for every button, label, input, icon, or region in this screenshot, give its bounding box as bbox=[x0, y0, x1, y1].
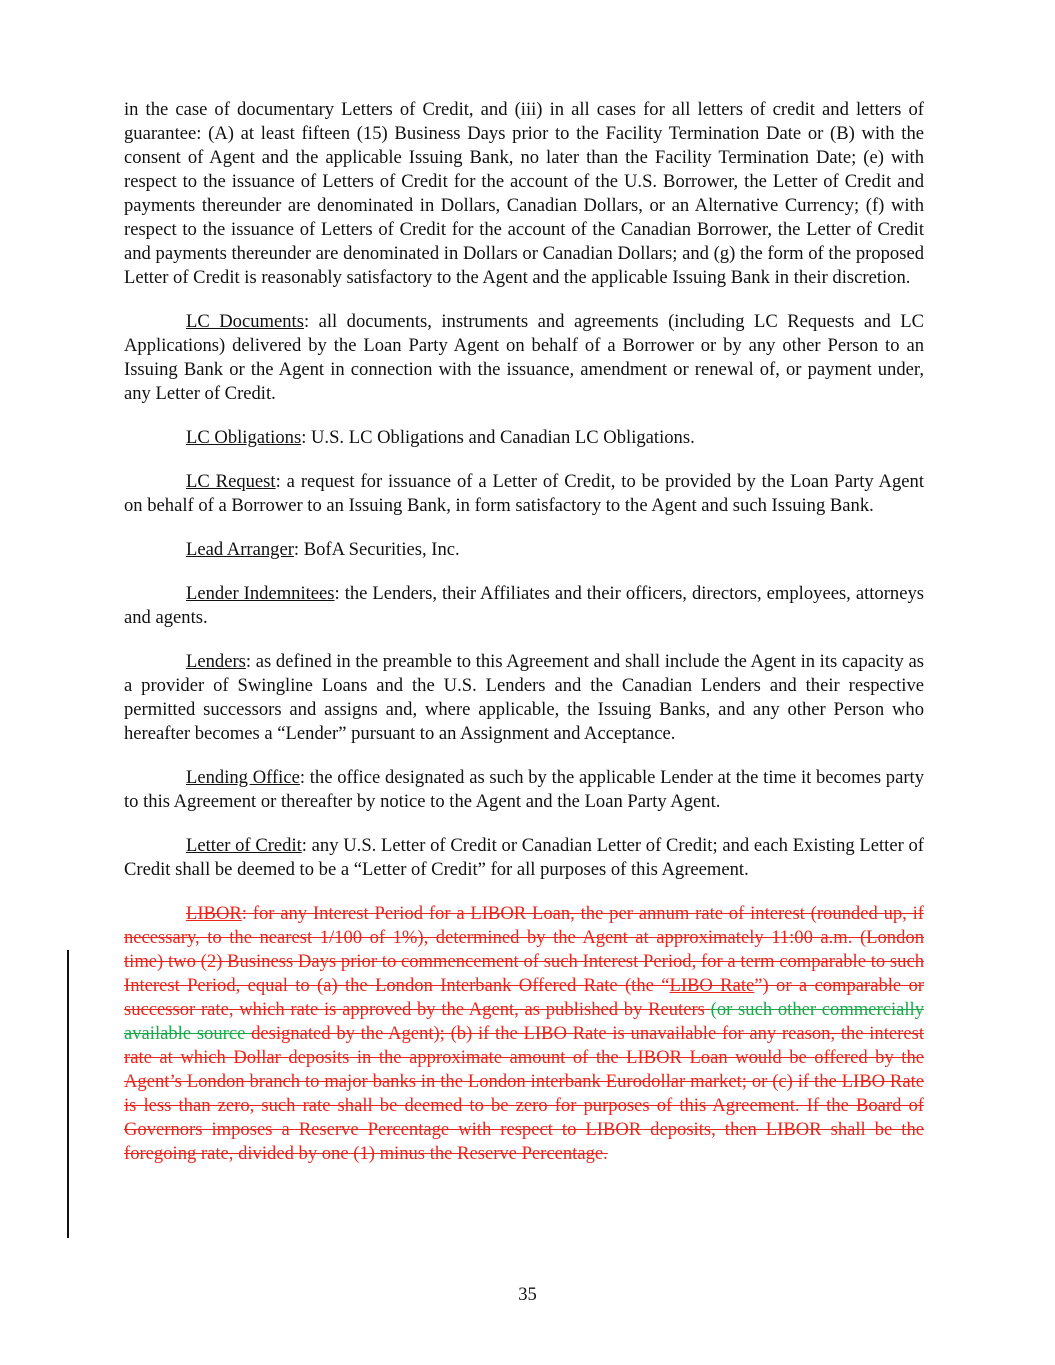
definition-lending-office bbox=[124, 766, 924, 814]
definition-lc-documents bbox=[124, 310, 924, 406]
definition-lenders bbox=[124, 650, 924, 746]
page-number: 35 bbox=[518, 1284, 537, 1305]
defined-term: Lender Indemnitees bbox=[186, 583, 335, 604]
defined-term: LC Request bbox=[186, 471, 276, 492]
definition-letter-of-credit bbox=[124, 834, 924, 882]
definition-text: : any U.S. Letter of Credit or Canadian Letter of Credit; and each Existing Letter of Credit shall be deemed to be a “Letter of Credit” for all purposes of this Agreement. bbox=[124, 835, 924, 880]
definition-text: : for any Interest Period for a LIBOR Loan, the per annum rate of interest (rounded up, if necessary, to the nearest 1/100 of 1%), determined by the Agent at approximately 11:00 a.m. (London time) two (2) Business Days prior to commencement of such Interest Period, for a term comparable to such Interest Period, equal to (a) the London Interbank Offered Rate (the “ bbox=[124, 903, 924, 996]
defined-term: Lead Arranger bbox=[186, 539, 294, 560]
definition-text: : U.S. LC Obligations and Canadian LC Obligations. bbox=[301, 427, 695, 448]
defined-term: LC Obligations bbox=[186, 427, 302, 448]
defined-subterm: LIBO Rate bbox=[669, 975, 755, 996]
definition-text: : all documents, instruments and agreements (including LC Requests and LC Applications) delivered by the Loan Party Agent on behalf of a Borrower or by any other Person to an Issuing Bank or the Agent in connection with the issuance, amendment or renewal of, or payment under, any Letter of Credit. bbox=[124, 311, 924, 404]
definition-text: : a request for issuance of a Letter of Credit, to be provided by the Loan Party Agent on behalf of a Borrower to an Issuing Bank, in form satisfactory to the Agent and such Issuing Bank. bbox=[124, 471, 924, 516]
definition-text: : the office designated as such by the applicable Lender at the time it becomes party to this Agreement or thereafter by notice to the Agent and the Loan Party Agent. bbox=[124, 767, 924, 812]
definition-lender-indemnitees bbox=[124, 582, 924, 630]
definition-text: ”) or a comparable or successor rate, which rate is approved by the Agent, as published by Reuters bbox=[124, 975, 924, 1020]
change-bar bbox=[67, 950, 69, 1238]
definition-text: designated by the Agent); (b) if the LIBO Rate is unavailable for any reason, the interest rate at which Dollar deposits in the approximate amount of the LIBOR Loan would be offered by the Agent’s London branch to major banks in the London interbank Eurodollar market; or (c) if the LIBO Rate is less than zero, such rate shall be deemed to be zero for purposes of this Agreement. If the Board of Governors imposes a Reserve Percentage with respect to LIBOR deposits, then LIBOR shall be the foregoing rate, divided by one (1) minus the Reserve Percentage. bbox=[124, 1023, 924, 1164]
inserted-text: (or such other commercially available source bbox=[124, 999, 925, 1044]
definition-lead-arranger bbox=[124, 538, 924, 562]
definition-text: : as defined in the preamble to this Agreement and shall include the Agent in its capacity as a provider of Swingline Loans and the U.S. Lenders and the Canadian Lenders and their respective permitted successors and assigns and, where applicable, the Issuing Banks, and any other Person who hereafter becomes a “Lender” pursuant to an Assignment and Acceptance. bbox=[124, 651, 924, 744]
intro-paragraph: in the case of documentary Letters of Credit, and (iii) in all cases for all letters of credit and letters of guarantee: (A) at least fifteen (15) Business Days prior to the Facility Termination Date or (B) with the consent of Agent and the applicable Issuing Bank, no later than the Facility Termination Date; (e) with respect to the issuance of Letters of Credit for the account of the U.S. Borrower, the Letter of Credit and payments thereunder are denominated in Dollars, Canadian Dollars, or an Alternative Currency; (f) with respect to the issuance of Letters of Credit for the account of the Canadian Borrower, the Letter of Credit and payments thereunder are denominated in Dollars or Canadian Dollars; and (g) the form of the proposed Letter of Credit is reasonably satisfactory to the Agent and the applicable Issuing Bank in their discretion. bbox=[124, 99, 924, 288]
definition-text: : the Lenders, their Affiliates and their officers, directors, employees, attorneys and agents. bbox=[124, 583, 924, 628]
document-body bbox=[124, 98, 924, 1186]
definition-libor-deleted bbox=[124, 902, 924, 1166]
definition-lc-obligations bbox=[124, 426, 924, 450]
defined-term: LIBOR bbox=[186, 903, 242, 924]
definition-text: : BofA Securities, Inc. bbox=[293, 539, 460, 560]
defined-term: LC Documents bbox=[186, 311, 304, 332]
defined-term: Lenders bbox=[186, 651, 246, 672]
defined-term: Lending Office bbox=[186, 767, 300, 788]
defined-term: Letter of Credit bbox=[186, 835, 302, 856]
definition-lc-request bbox=[124, 470, 924, 518]
